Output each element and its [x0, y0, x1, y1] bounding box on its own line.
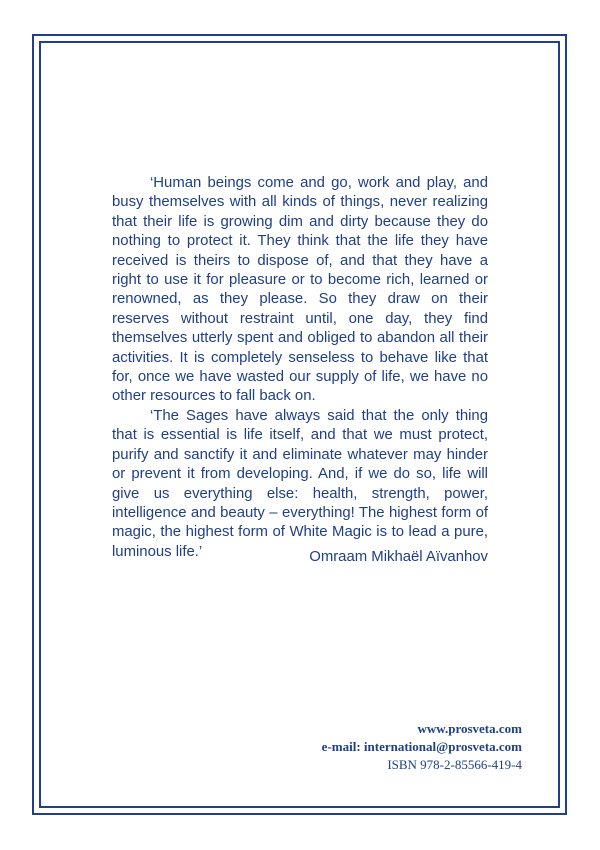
- email-link[interactable]: international@prosveta.com: [363, 739, 522, 754]
- email-line: [322, 738, 522, 756]
- quote-author: Omraam Mikhaël Aïvanhov: [309, 549, 488, 565]
- isbn-text: ISBN 978-2-85566-419-4: [387, 757, 522, 772]
- quote-block: [112, 174, 488, 562]
- quote-paragraph-1: ‘Human beings come and go, work and play, and busy themselves with all kinds of things, never realizing that their life is growing dim and dirty because they do nothing to protect it. They think that the life they have received is theirs to dispose of, and that they have a right to use it for pleasure or to become rich, learned or renowned, as they please. So they draw on their reserves without restraint until, one day, they find themselves utterly spent and obliged to abandon all their activities. It is completely senseless to behave like that for, once we have wasted our supply of life, we have no other resources to fall back on.: [112, 175, 488, 405]
- quote-paragraph-2: ‘The Sages have always said that the only thing that is essential is life itself, and that we must protect, purify and sanctify it and eliminate whatever may hinder or prevent it from developing. And, if we do so, life will give us everything else: health, strength, power, intelligence and beauty – everything! The highest form of magic, the highest form of White Magic is to lead a pure, luminous life.’: [112, 407, 488, 560]
- email-label: e-mail:: [321, 739, 361, 754]
- publisher-contact-block: [322, 720, 522, 774]
- website-link[interactable]: www.prosveta.com: [417, 721, 522, 736]
